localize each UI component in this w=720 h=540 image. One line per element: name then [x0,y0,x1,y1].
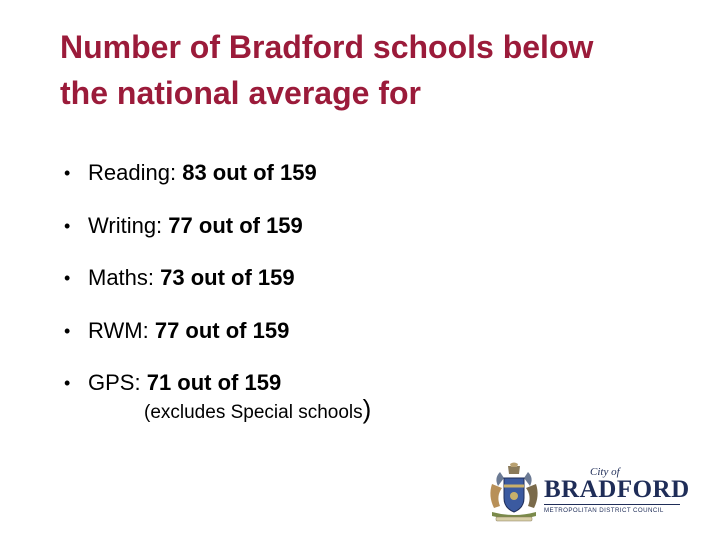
bullet-item-rwm [62,310,622,363]
bullet-label: RWM: [88,317,149,343]
bullet-label: Reading: [88,160,177,185]
logo-name: BRADFORD [544,476,690,503]
bullet-item-writing [62,205,622,258]
logo-council: METROPOLITAN DISTRICT COUNCIL [544,507,664,514]
bullet-item-reading [62,152,622,205]
bullet-value: 71 out of 159 [146,370,282,395]
bullet-list [62,152,622,415]
bullet-icon: • [64,373,71,393]
bullet-icon: • [64,268,71,288]
bullet-value: 77 out of 159 [154,317,290,343]
bullet-item-maths [62,257,622,310]
exclusion-note-text: (excludes Special schools [144,402,363,423]
bullet-icon: • [64,215,71,236]
bullet-label: Maths: [88,265,155,290]
logo-divider [544,504,680,505]
bullet-value: 73 out of 159 [160,265,295,290]
exclusion-note [144,394,371,425]
bullet-value: 83 out of 159 [182,160,317,185]
bullet-label: Writing: [88,212,163,238]
logo-city-of: City of [590,466,620,478]
bullet-icon: • [64,163,71,183]
bradford-council-logo [486,462,690,522]
slide-title [60,24,700,116]
slide-title-line-1: Number of Bradford schools below [60,29,594,65]
coat-of-arms-icon [486,462,542,522]
exclusion-note-close-paren: ) [362,394,372,424]
bullet-label: GPS: [88,370,141,395]
bullet-value: 77 out of 159 [168,212,303,238]
slide-title-line-2: the national average for [60,75,421,111]
bullet-icon: • [64,320,71,341]
